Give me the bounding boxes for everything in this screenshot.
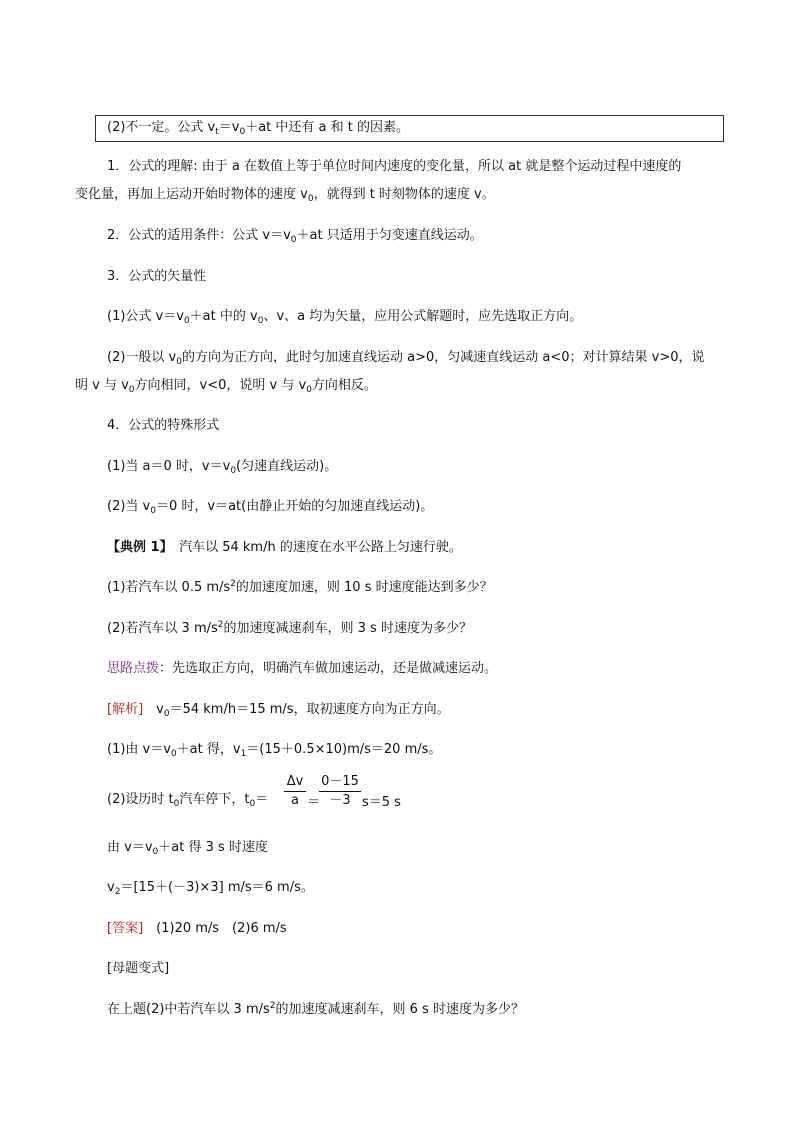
heading-special-forms: 4．公式的特殊形式 <box>107 418 220 433</box>
solution-3: 由 $v=v_0+at$ 得 3 s 时速度 <box>107 840 268 857</box>
solution-2-text: (2)设历时 $t_0$汽车停下，$t_0=$ <box>107 792 269 809</box>
paragraph-formula-understanding-1: 1．公式的理解: 由于 a 在数值上等于单位时间内速度的变化量，所以 at 就是整个运动过程中速度的 <box>107 159 682 174</box>
question-1: (1)若汽车以 0.5 $m/s^2$的加速度加速，则 10 s 时速度能达到多少？ <box>107 579 493 595</box>
solution-4: $v_2=[15+(-3)\times 3]$ m/s＝6 m/s。 <box>107 880 314 897</box>
answer: [答案] (1)20 m/s (2)6 m/s <box>107 921 287 936</box>
paragraph-applicable-conditions: 2．公式的适用条件：公式 $v=v_0+at$ 只适用于匀变速直线运动。 <box>107 228 483 245</box>
solution-1: (1)由 $v=v_0+at$ 得，$v_1=(15+0.5\times 10)m/s=20$ m/s。 <box>107 742 442 759</box>
solution-2-result: s＝5 s <box>362 795 401 810</box>
boxed-answer-text: (2)不一定。公式 $v_t=v_0+at$ 中还有 a 和 t 的因素。 <box>107 120 410 137</box>
paragraph-vector-2-line1: (2)一般以 $v_0$的方向为正方向，此时匀加速直线运动 a>0，匀减速直线运动 a<0；对计算结果 v>0，说 <box>107 350 705 367</box>
question-2: (2)若汽车以 3 $m/s^2$的加速度减速刹车，则 3 s 时速度为多少？ <box>107 620 472 636</box>
paragraph-formula-understanding-2: 变化量，再加上运动开始时物体的速度 $v_0$，就得到 t 时刻物体的速度 v。 <box>75 187 495 204</box>
variant-question: 在上题(2)中若汽车以 3 $m/s^2$的加速度减速刹车，则 6 s 时速度为多少？ <box>107 1001 524 1017</box>
paragraph-vector-2-line2: 明 v 与 $v_0$方向相同，v<0，说明 v 与 $v_0$方向相反。 <box>75 378 377 395</box>
heading-vector-property: 3．公式的矢量性 <box>107 269 207 284</box>
equals-sign: ＝ <box>307 795 321 810</box>
fraction-zero-minus-15-over-minus-3: $\frac{0-15}{-3}$ <box>319 774 361 809</box>
variant-label: [母题变式] <box>107 961 170 976</box>
example-title: 【典例 1】 汽车以 54 km/h 的速度在水平公路上匀速行驶。 <box>107 540 462 555</box>
special-form-1: (1)当 a＝0 时，$v=v_0$(匀速直线运动)。 <box>107 459 338 476</box>
hint: 思路点拨：先选取正方向，明确汽车做加速运动，还是做减速运动。 <box>107 661 498 676</box>
paragraph-vector-1: (1)公式 $v=v_0+at$ 中的 $v_0$、v、a 均为矢量，应用公式解题时，应先选取正方向。 <box>107 309 583 326</box>
fraction-delta-v-over-a: $\frac{\Delta v}{a}$ <box>284 774 306 809</box>
special-form-2: (2)当 $v_0=0$ 时，v＝at(由静止开始的匀加速直线运动)。 <box>107 499 434 516</box>
analysis-intro: [解析] $v_0=54$ km/h＝15 m/s，取初速度方向为正方向。 <box>107 702 450 719</box>
